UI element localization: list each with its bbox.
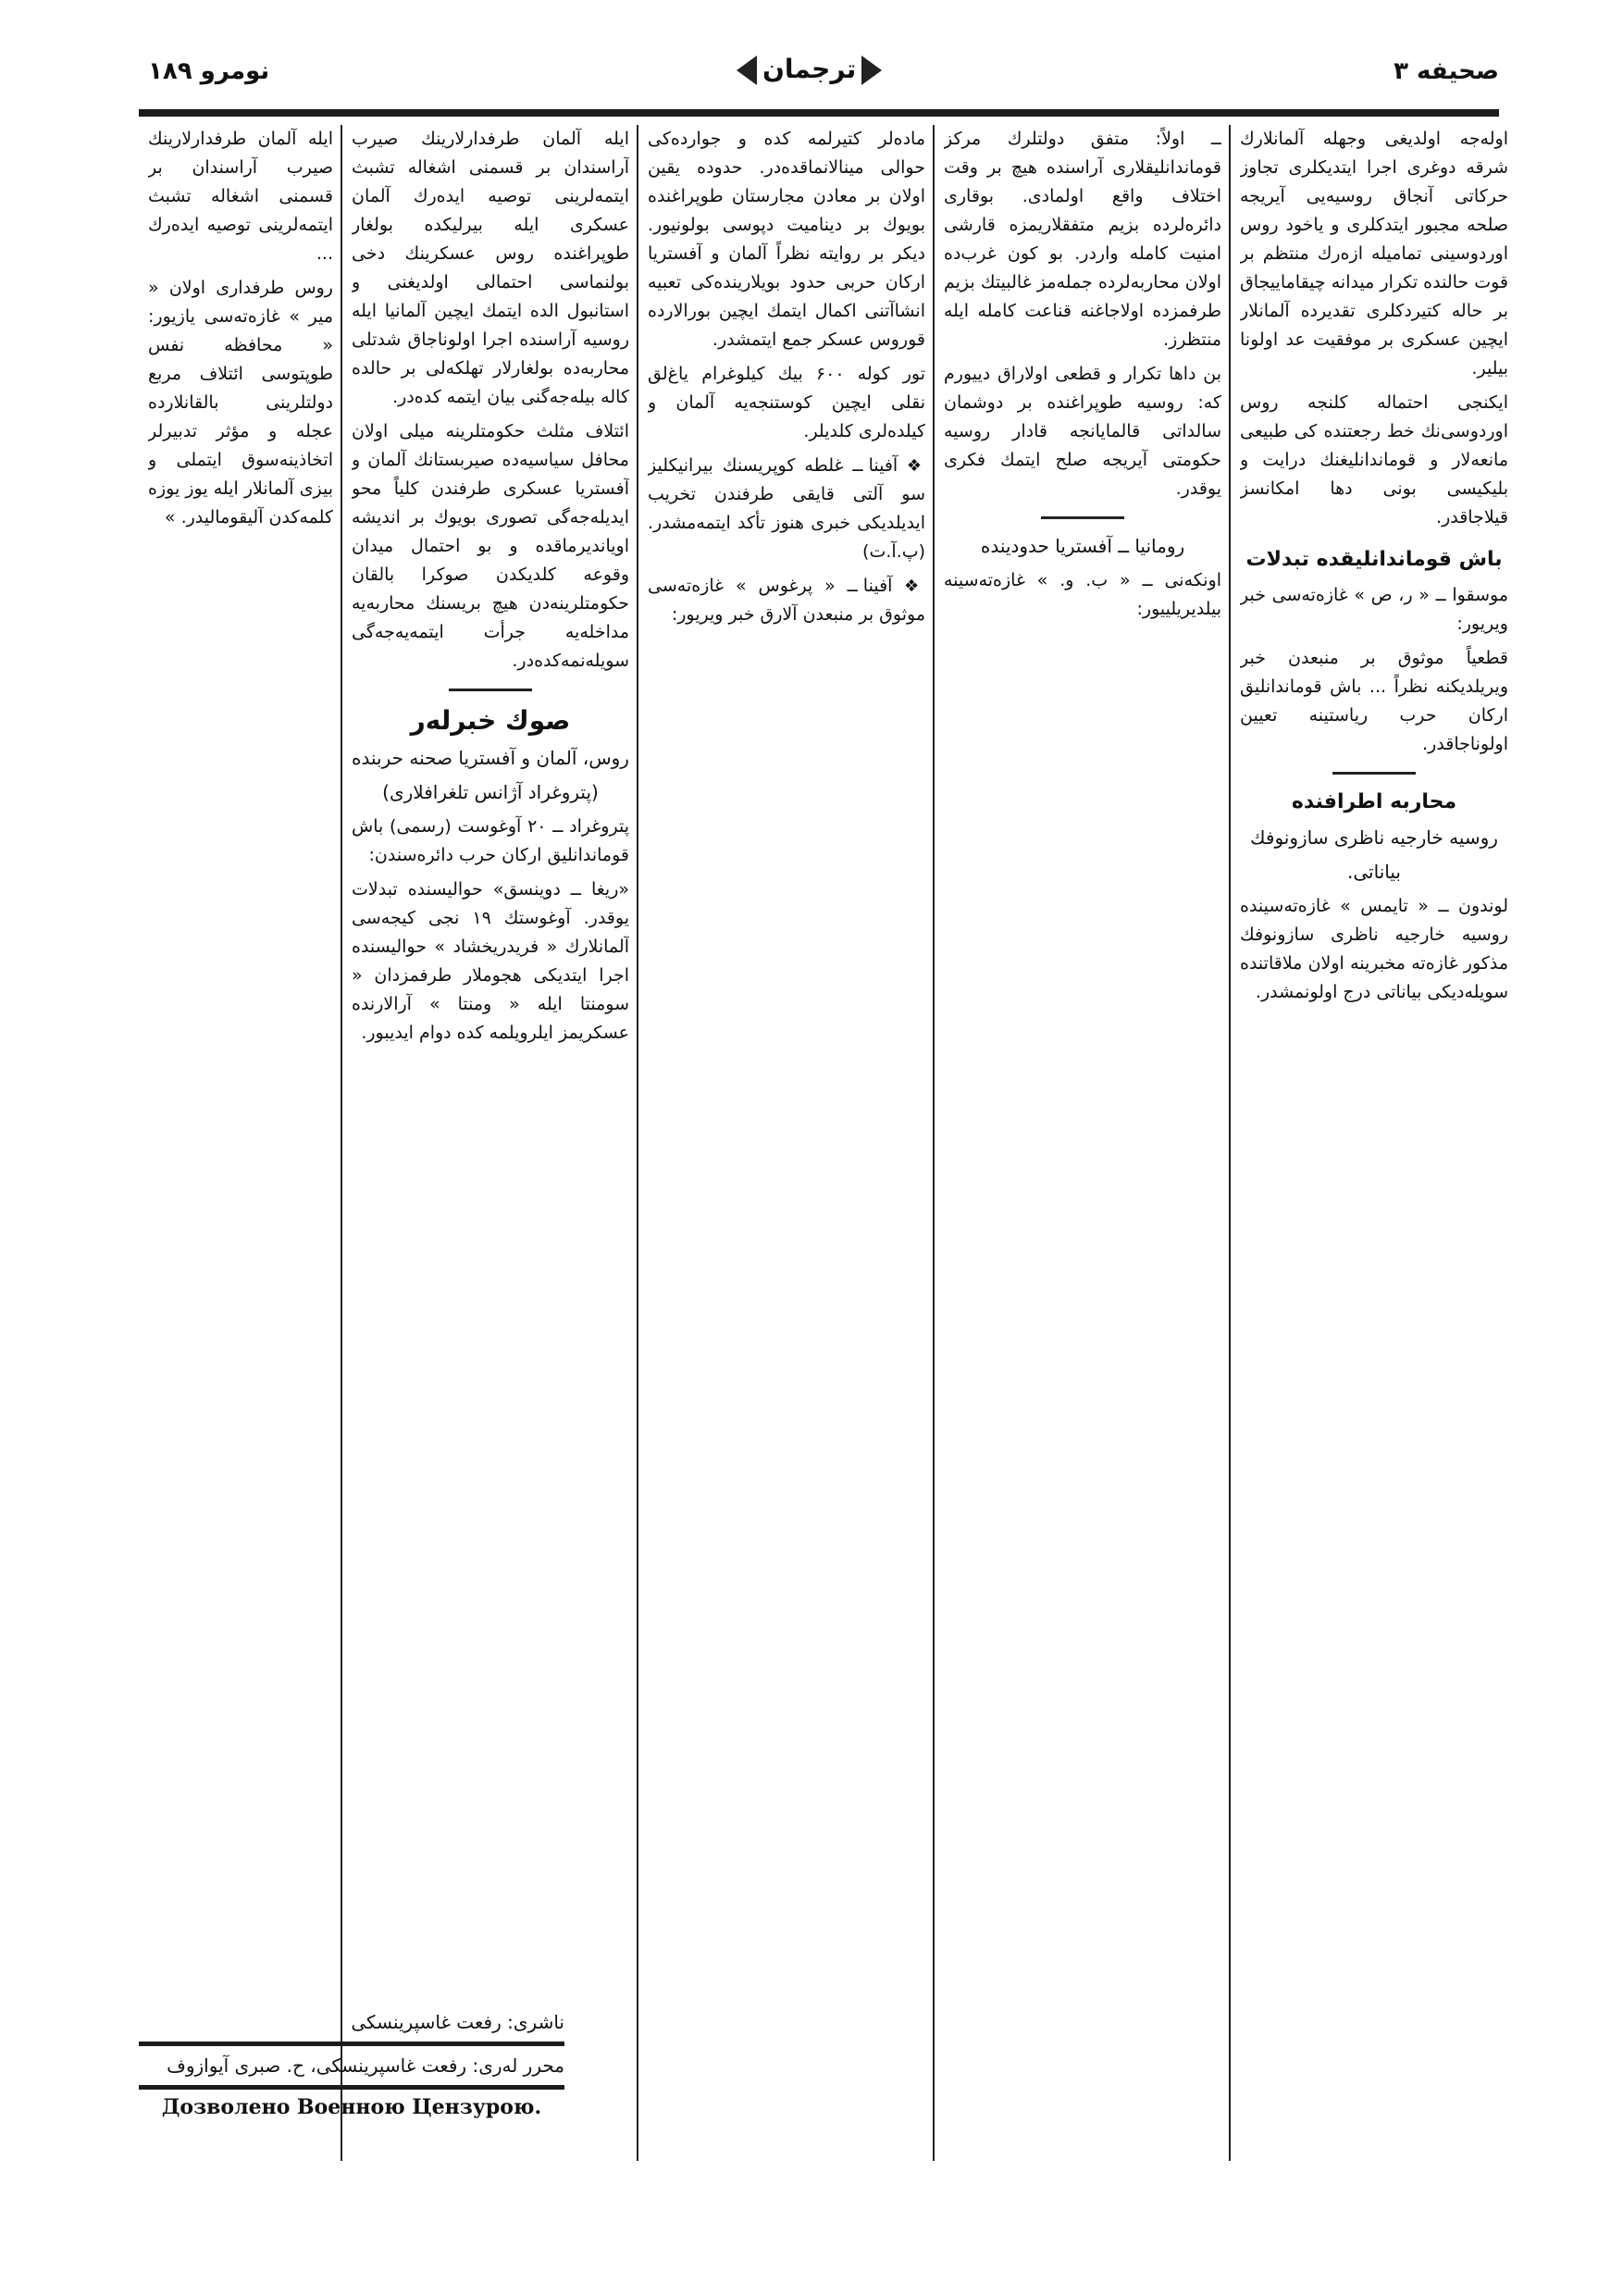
column-3	[648, 125, 925, 2161]
dispatch-line	[648, 452, 925, 566]
newspaper-title	[731, 54, 887, 85]
censor-stamp: Дозволено Военною Цензурою.	[161, 2095, 542, 2119]
footer-rule	[139, 2042, 564, 2046]
article-subheading: (پتروغراد آژانس تلغرافلاری)	[382, 781, 599, 803]
paragraph: «ریغا ــ دوینسق» حوالیسنده تبدلات یوقدر. آوغوستك ۱۹ نجی كیجه‌سی آلمانلارك « فریدریخشاد » حوالیسنده اجرا ایتدیكی هجوملار طرفمزدان « سومنتا ایله « ومنتا » آرالارنده عسكریمز ایلرویلمه كده دوام ایدیبور.	[352, 879, 629, 1043]
publisher-line	[139, 2008, 564, 2036]
column-5	[148, 125, 333, 2161]
page-number-label: صحیفه ۳	[1394, 57, 1499, 85]
ornament-right-icon	[737, 56, 757, 85]
paragraph: ایله آلمان طرفدارلارینك صیرب آراسندان بر قسمنی اشغاله تشبث ایتمه‌لرینی توصیه ایده‌رك آلمان عسكری ایله بیرلیكده بولغار طوپراغنده روس عسكرینك دخی بولنماسی احتمالی اولدیغنی و استانبول الده ایتمك ایچین آلمانیا ایله روسیه آراسنده اجرا اولوناجاق شدتلی محاربه‌ده بولغارلار تهلكه‌لی بر حالده كاله بیله‌جه‌گنی بیان ایتمه كده‌در.	[352, 129, 629, 407]
editors-block: محرر له‌ری: رفعت غاسپرینسكی، ح. صبری آیوازوف	[167, 2054, 564, 2077]
article-heading-cont: بیاناتی.	[1347, 861, 1401, 883]
fleuron-icon: ❖	[892, 577, 925, 596]
dispatch-text: آفینا ــ غلطه كوپریسنك بیرانیكلیز سو آلتی قایقی طرفندن تخریب ایدیلدیكی خبری هنوز تأكد ایتمه‌مشدر. (پ.آ.ت)	[648, 455, 925, 562]
column-2	[944, 125, 1221, 2161]
ornament-left-icon	[861, 56, 882, 85]
separator-rule	[1041, 516, 1124, 519]
dispatch-line	[648, 572, 925, 629]
dispatch-text: آفینا ــ « پرغوس » غازه‌ته‌سی موثوق بر منبعدن آلارق خبر ویریور:	[648, 576, 925, 625]
columns	[139, 125, 1508, 2235]
dispatch-line: پتروغراد ــ ۲۰ آوغوست (رسمی) باش قوماندانلیق اركان حرب دائره‌سندن:	[352, 816, 629, 865]
section-heading: محاربه اطرافنده	[1291, 790, 1457, 813]
editor-name: رفعت غاسپرینسكی	[316, 2054, 467, 2077]
paragraph: ایله آلمان طرفدارلارینك صیرب آراسندان بر قسمنی اشغاله تشبث ایتمه‌لرینی توصیه ایده‌رك ...	[148, 129, 333, 264]
masthead	[120, 37, 1508, 120]
editors-label: محرر له‌ری:	[472, 2054, 564, 2077]
publisher-label: ناشری:	[507, 2011, 564, 2033]
column-divider	[933, 125, 935, 2161]
column-1	[1240, 125, 1508, 2161]
section-heading: باش قوماندانلیقده تبدلات	[1245, 548, 1503, 571]
paragraph: قطعیاً موثوق بر منبعدن خبر ویریلدیكنه نظراً ... باش قوماندانلیق اركان حرب ریاستینه تعیین اولوناجاقدر.	[1240, 648, 1508, 754]
paragraph: ایكنجی احتماله كلنجه روس اوردوسی‌نك خط رجعتنده كی طبیعی مانعه‌لار و قوماندانلیغنك درایت و بلیكیسی بونی دها امكانسز قیلاجاقدر.	[1240, 392, 1508, 527]
newspaper-title-text: ترجمان	[762, 54, 857, 84]
paragraph: ائتلاف مثلث حكومتلرینه میلی اولان محافل سیاسیه‌ده صیربستانك آلمان و آفستریا عسكری طرفندن كلیاً محو ایدیله‌جه‌گی تصوری بویوك بر اندیشه اویاندیرماقده و بو احتمال میدان وقوعه كلدیكدن صوكرا بالقان حكومتلرینه‌دن هیچ بریسنك محاربه‌یه مداخله‌یه جرأت ایتمه‌یه‌جه‌گی سویله‌نمه‌كده‌در.	[352, 421, 629, 671]
column-divider	[1229, 125, 1231, 2161]
dispatch-line: اونكه‌نی ــ « ب. و. » غازه‌ته‌سینه بیلدیریلییور:	[944, 570, 1221, 619]
paragraph: بن داها تكرار و قطعی اولاراق دییورم كه: روسیه طوپراغنده بر دوشمان سالداتی قالمایانجه قادار روسیه حكومتی آیریجه صلح ایتمك فكری یوقدر.	[944, 364, 1221, 499]
separator-rule	[449, 689, 532, 691]
paragraph: ماده‌لر كتیرلمه كده و جوارده‌كی حوالی مینالانماقده‌در. حدوده یقین اولان بر معادن مجارستان طوپراغنده بویوك بر دینامیت دپوسی بولونیور. دیكر بر روایته نظراً آلمان و آفستریا اركان حربی حدود بویلارینده‌كی تعبیه انشاآتنی اكمال ایتمك ایچین بورالارده قوروس عسكر جمع ایتمشدر.	[648, 129, 925, 350]
editor-name: ح. صبری آیوازوف	[167, 2054, 304, 2077]
paragraph: اوله‌جه اولدیغی وجهله آلمانلارك شرقه دوغری اجرا ایتدیكلری تجاوز حركاتی آنجاق روسیه‌یی آیریجه صلحه مجبور ایتدكلری و یاخود روس اوردوسینی تمامیله ازه‌رك منتظم بر قوت حالنده تكرار میدانه چیقاماییجاق بر حاله كتیردكلری تقدیرده آلمانلار ایچین عسكری بر موفقیت عد اولونا بیلیر.	[1240, 129, 1508, 379]
publisher-name: رفعت غاسپرینسكی	[351, 2011, 502, 2033]
dispatch-line: لوندون ــ « تایمس » غازه‌ته‌سینده روسیه خارجیه ناظری سازونوفك مذكور غازه‌ته مخبرینه اولان ملاقاتنده سویله‌دیكی بیاناتی درج اولونمشدر.	[1240, 896, 1508, 1002]
fleuron-icon: ❖	[898, 456, 925, 476]
paragraph: ــ اولاً: متفق دولتلرك مركز قوماندانلیقلاری آراسنده هیچ بر وقت اختلاف واقع اولمادی. بوقاری دائره‌لرده بزیم متفقلاریمزه قارشی امنیت كامله واردر. بو كون غرب‌ده اولان محاربه‌لرده جمله‌مز غالبیتك بزیم طرفمزده اولاجاغنه قناعت كامله ایله منتظرز.	[944, 129, 1221, 350]
newspaper-page	[120, 37, 1508, 2258]
imprint-footer	[139, 2008, 564, 2119]
article-heading: روسیه خارجیه ناظری سازونوفك	[1250, 826, 1498, 849]
section-heading: صوك خبرله‌ر	[410, 705, 571, 736]
dispatch-line: موسقوا ــ « ر، ص » غازه‌ته‌سی خبر ویریور:	[1240, 585, 1508, 634]
column-divider	[341, 125, 342, 2161]
paragraph: تور كوله ۶۰۰ بیك كیلوغرام یاغ‌لق نقلی ایچین كوستنجه‌یه آلمان و كیلده‌لری كلدیلر.	[648, 364, 925, 441]
masthead-rule	[139, 109, 1499, 117]
footer-rule	[139, 2085, 564, 2090]
column-4	[352, 125, 629, 2161]
column-divider	[637, 125, 638, 2161]
separator-rule	[1332, 772, 1416, 775]
paragraph: روس طرفداری اولان « میر » غازه‌ته‌سی یازیور: « محافظه نفس طوپتوسی ائتلاف مربع دولتلرینی بالقانلارده عجله و مؤثر تدبیرلر اتخاذینه‌سوق ایتملی و بیزی آلمانلار ایله یوز یوزه كلمه‌كدن آلیقومالیدر. »	[148, 278, 333, 527]
article-heading: روس، آلمان و آفستریا صحنه حربنده	[352, 747, 629, 769]
issue-number-label: نومرو ۱۸۹	[148, 57, 270, 85]
article-heading: رومانیا ــ آفستریا حدودینده	[980, 535, 1185, 557]
